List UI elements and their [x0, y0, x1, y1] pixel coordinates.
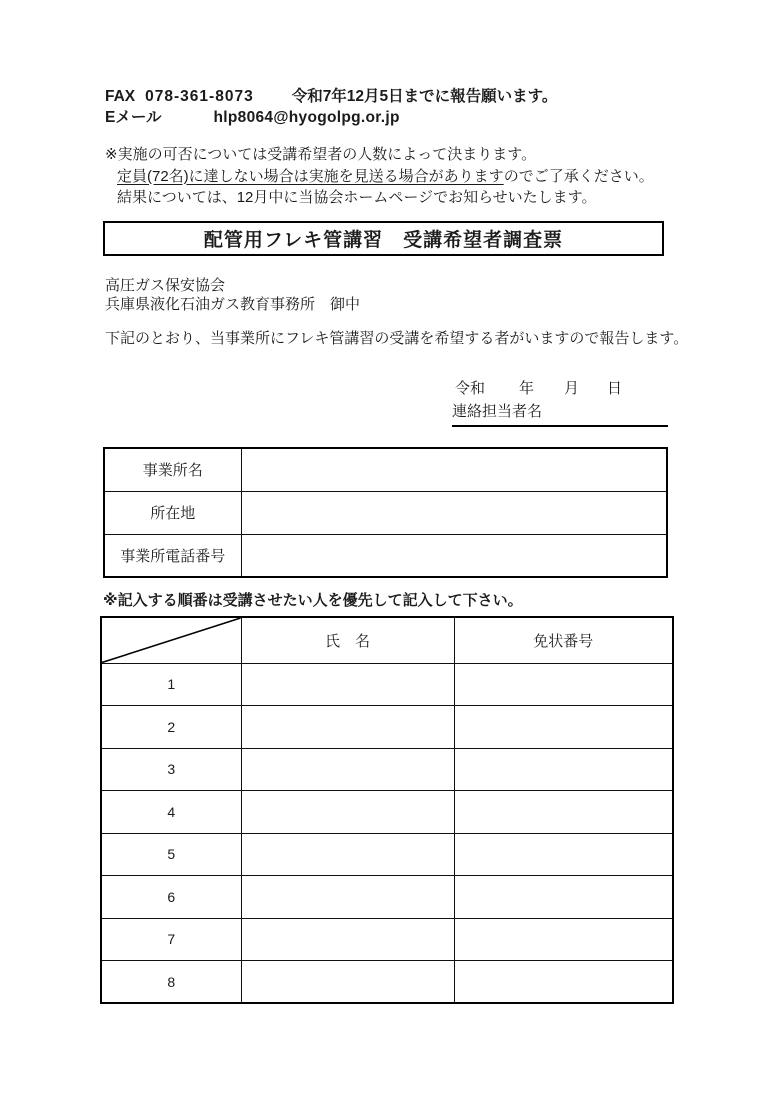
row-number: 3: [101, 748, 241, 791]
table-row: [101, 748, 673, 791]
date-line: [455, 377, 622, 398]
diagonal-header-cell: [101, 617, 241, 663]
name-cell: [241, 918, 454, 961]
date-month-label: 月: [564, 380, 580, 397]
email-address: hlp8064@hyogolpg.or.jp: [213, 109, 400, 126]
license-cell: [454, 876, 673, 919]
license-cell: [454, 791, 673, 834]
date-year-label: 年: [519, 380, 535, 397]
license-cell: [454, 833, 673, 876]
name-cell: [241, 748, 454, 791]
addressee-organization: 高圧ガス保安協会: [105, 277, 226, 294]
table-row: [101, 706, 673, 749]
applicant-table: [100, 616, 674, 1004]
addressee-block: [105, 276, 360, 314]
license-cell: [454, 961, 673, 1004]
applicant-order-note: ※記入する順番は受講させたい人を優先して記入して下さい。: [103, 592, 523, 609]
license-cell: [454, 663, 673, 706]
office-address-value-cell: [241, 491, 667, 534]
addressee-office: 兵庫県液化石油ガス教育事務所 御中: [105, 296, 361, 313]
applicant-table-header-row: [101, 617, 673, 663]
form-title: 配管用フレキ管講習 受講希望者調査票: [203, 230, 564, 251]
office-phone-value-cell: [241, 534, 667, 577]
row-number: 2: [101, 706, 241, 749]
name-cell: [241, 791, 454, 834]
note-line-2-underlined: 定員(72名)に達しない場合は実施を見送る場合があります: [117, 167, 504, 185]
row-number: 5: [101, 833, 241, 876]
table-row: [104, 534, 667, 577]
fax-number: 078-361-8073: [145, 88, 254, 105]
name-cell: [241, 833, 454, 876]
report-deadline: 令和7年12月5日までに報告願います。: [291, 88, 558, 105]
row-number: 4: [101, 791, 241, 834]
office-info-table: [103, 447, 668, 578]
row-number: 7: [101, 918, 241, 961]
contact-person-label: 連絡担当者名: [452, 403, 543, 420]
name-cell: [241, 961, 454, 1004]
table-row: [101, 876, 673, 919]
table-row: [101, 961, 673, 1004]
diagonal-line: [102, 618, 241, 663]
license-cell: [454, 706, 673, 749]
date-day-label: 日: [607, 380, 623, 397]
fax-header-line: [105, 84, 557, 106]
form-title-box: [103, 221, 664, 256]
office-address-label: 所在地: [104, 491, 241, 534]
license-cell: [454, 918, 673, 961]
note-line-2-tail: のでご了承ください。: [503, 167, 654, 185]
table-row: [101, 791, 673, 834]
row-number: 1: [101, 663, 241, 706]
table-row: [104, 491, 667, 534]
email-label: Eメール: [105, 109, 162, 126]
report-statement: 下記のとおり、当事業所にフレキ管講習の受講を希望する者がいますので報告します。: [105, 330, 689, 347]
row-number: 8: [101, 961, 241, 1004]
table-row: [104, 448, 667, 491]
table-row: [101, 833, 673, 876]
office-phone-label: 事業所電話番号: [104, 534, 241, 577]
row-number: 6: [101, 876, 241, 919]
license-column-header: 免状番号: [454, 617, 673, 663]
name-column-header: 氏 名: [241, 617, 454, 663]
note-line-2: [117, 166, 654, 188]
fax-label: FAX: [105, 88, 136, 105]
name-cell: [241, 876, 454, 919]
name-cell: [241, 706, 454, 749]
license-cell: [454, 748, 673, 791]
office-name-value-cell: [241, 448, 667, 491]
table-row: [101, 918, 673, 961]
contact-person-field: [452, 400, 668, 427]
note-line-1: ※実施の可否については受講希望者の人数によって決まります。: [105, 146, 537, 163]
note-line-3: 結果については、12月中に当協会ホームページでお知らせいたします。: [117, 189, 597, 206]
email-header-line: [105, 105, 400, 127]
notes-block: [105, 144, 654, 209]
date-era-label: 令和: [455, 380, 486, 397]
table-row: [101, 663, 673, 706]
office-name-label: 事業所名: [104, 448, 241, 491]
name-cell: [241, 663, 454, 706]
